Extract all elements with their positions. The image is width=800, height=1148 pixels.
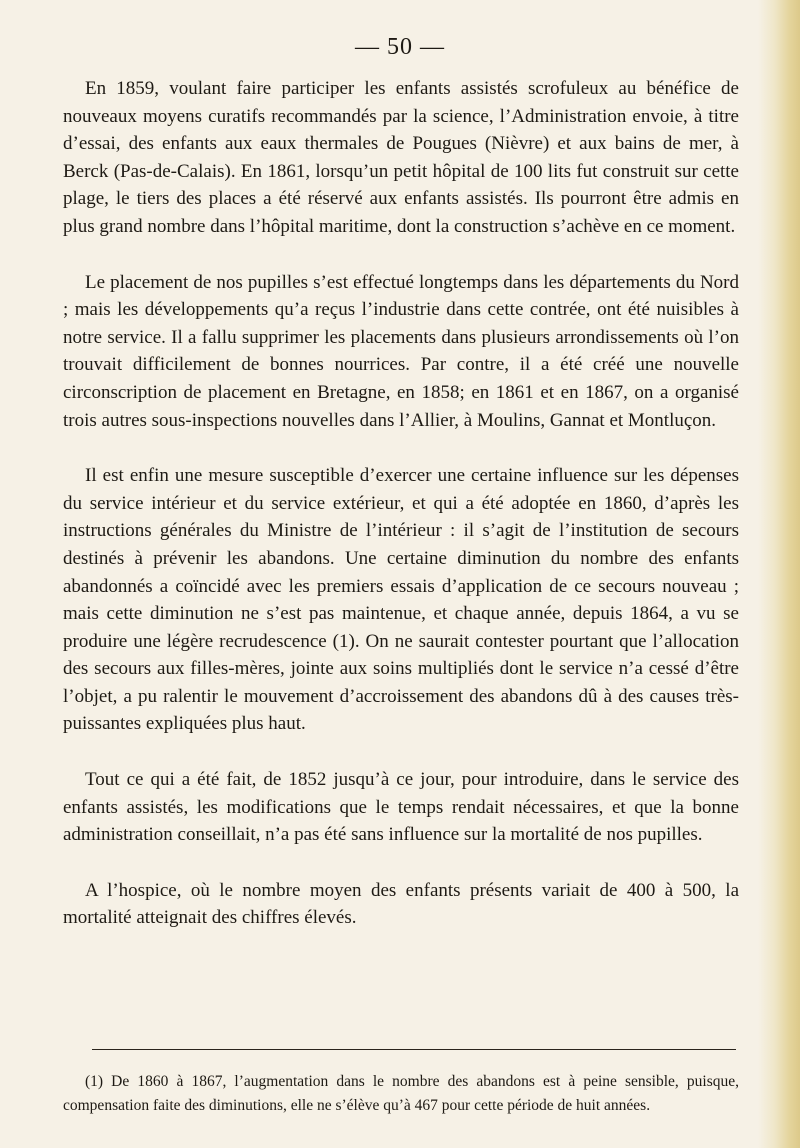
paragraph-1: En 1859, voulant faire participer les enfants assistés scrofuleux au bénéfice de nouveaux moyens curatifs recommandés par la science, l’Administration envoie, à titre d’essai, des enfants aux eaux thermales de Pougues (Nièvre) et aux bains de mer, à Berck (Pas-de-Calais). En 1861, lorsqu’un petit hôpital de 100 lits fut construit sur cette plage, le tiers des places a été réservé aux enfants assistés. Ils pourront être admis en plus grand nombre dans l’hôpital maritime, dont la construction s’achève en ce moment.	[63, 78, 739, 237]
footnote	[63, 1070, 739, 1118]
body-text	[63, 75, 739, 960]
page-number: — 50 —	[355, 34, 445, 60]
page-edge-discoloration	[758, 0, 800, 1148]
paragraph-3: Il est enfin une mesure susceptible d’exercer une certaine influence sur les dépenses du service intérieur et du service extérieur, et qui a été adoptée en 1860, d’après les instructions générales du Ministre de l’intérieur : il s’agit de l’institution de secours destinés à prévenir les abandons. Une certaine diminution du nombre des enfants abandonnés a coïncidé avec les premiers essais d’application de ce secours nouveau ; mais cette diminution ne s’est pas maintenue, et chaque année, depuis 1864, a vu se produire une légère recrudescence (1). On ne saurait contester pourtant que l’allocation des secours aux filles-mères, jointe aux soins multipliés dont le service n’a cessé d’être l’objet, a pu ralentir le mouvement d’accroissement des abandons dû à des causes très-puissantes expliquées plus haut.	[63, 465, 739, 735]
footnote-text: (1) De 1860 à 1867, l’augmentation dans le nombre des abandons est à peine sensible, puisque, compensation faite des diminutions, elle ne s’élève qu’à 467 pour cette période de huit années.	[63, 1073, 739, 1114]
paragraph-2: Le placement de nos pupilles s’est effectué longtemps dans les départements du Nord ; mais les développements qu’a reçus l’industrie dans cette contrée, ont été nuisibles à notre service. Il a fallu supprimer les placements dans plusieurs arrondissements où l’on trouvait difficilement de bonnes nourrices. Par contre, il a été créé une nouvelle circonscription de placement en Bretagne, en 1858; en 1861 et en 1867, on a organisé trois autres sous-inspections nouvelles dans l’Allier, à Moulins, Gannat et Montluçon.	[63, 271, 739, 431]
paragraph-4: Tout ce qui a été fait, de 1852 jusqu’à ce jour, pour introduire, dans le service des enfants assistés, les modifications que le temps rendait nécessaires, et que la bonne administration conseillait, n’a pas été sans influence sur la mortalité de nos pupilles.	[63, 769, 739, 846]
paragraph-5: A l’hospice, où le nombre moyen des enfants présents variait de 400 à 500, la mortalité atteignait des chiffres élevés.	[63, 879, 739, 929]
footnote-divider	[92, 1049, 736, 1050]
